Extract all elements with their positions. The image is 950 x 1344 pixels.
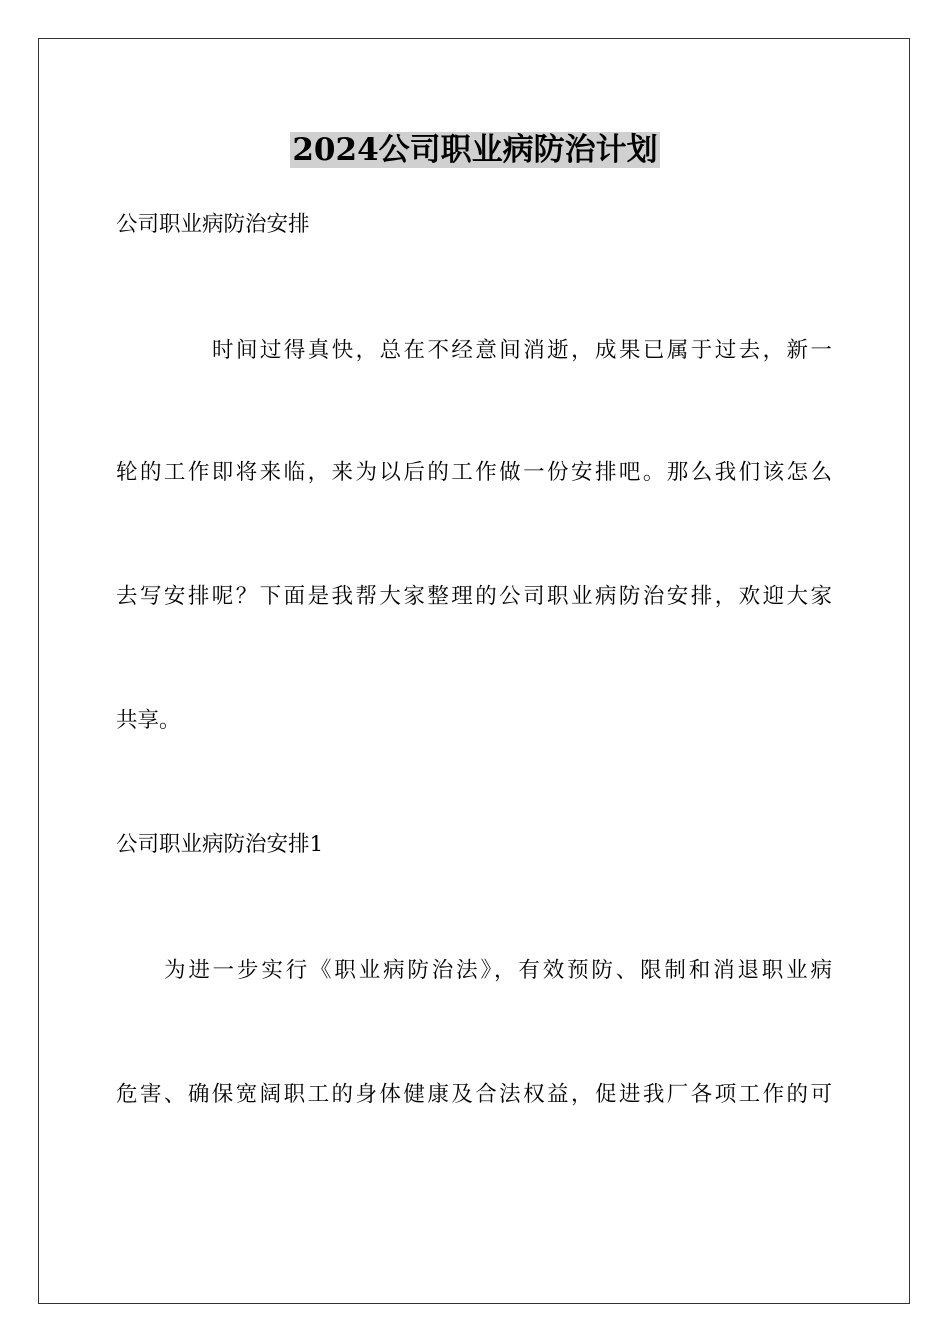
section-heading: 公司职业病防治安排1 <box>116 832 324 857</box>
intro-paragraph-line: 轮的工作即将来临，来为以后的工作做一份安排吧。那么我们该怎么 <box>116 460 832 485</box>
section-paragraph-line: 危害、确保宽阔职工的身体健康及合法权益，促进我厂各项工作的可 <box>116 1082 832 1107</box>
intro-paragraph-line: 共享。 <box>116 708 181 733</box>
document-title <box>0 128 950 172</box>
document-title-text: 2024公司职业病防治计划 <box>292 132 658 168</box>
intro-paragraph-line: 去写安排呢？下面是我帮大家整理的公司职业病防治安排，欢迎大家 <box>116 584 832 609</box>
section-paragraph-line: 为进一步实行《职业病防治法》，有效预防、限制和消退职业病 <box>164 958 832 983</box>
intro-paragraph-line: 时间过得真快，总在不经意间消逝，成果已属于过去，新一 <box>212 338 832 363</box>
document-subtitle: 公司职业病防治安排 <box>116 212 310 237</box>
